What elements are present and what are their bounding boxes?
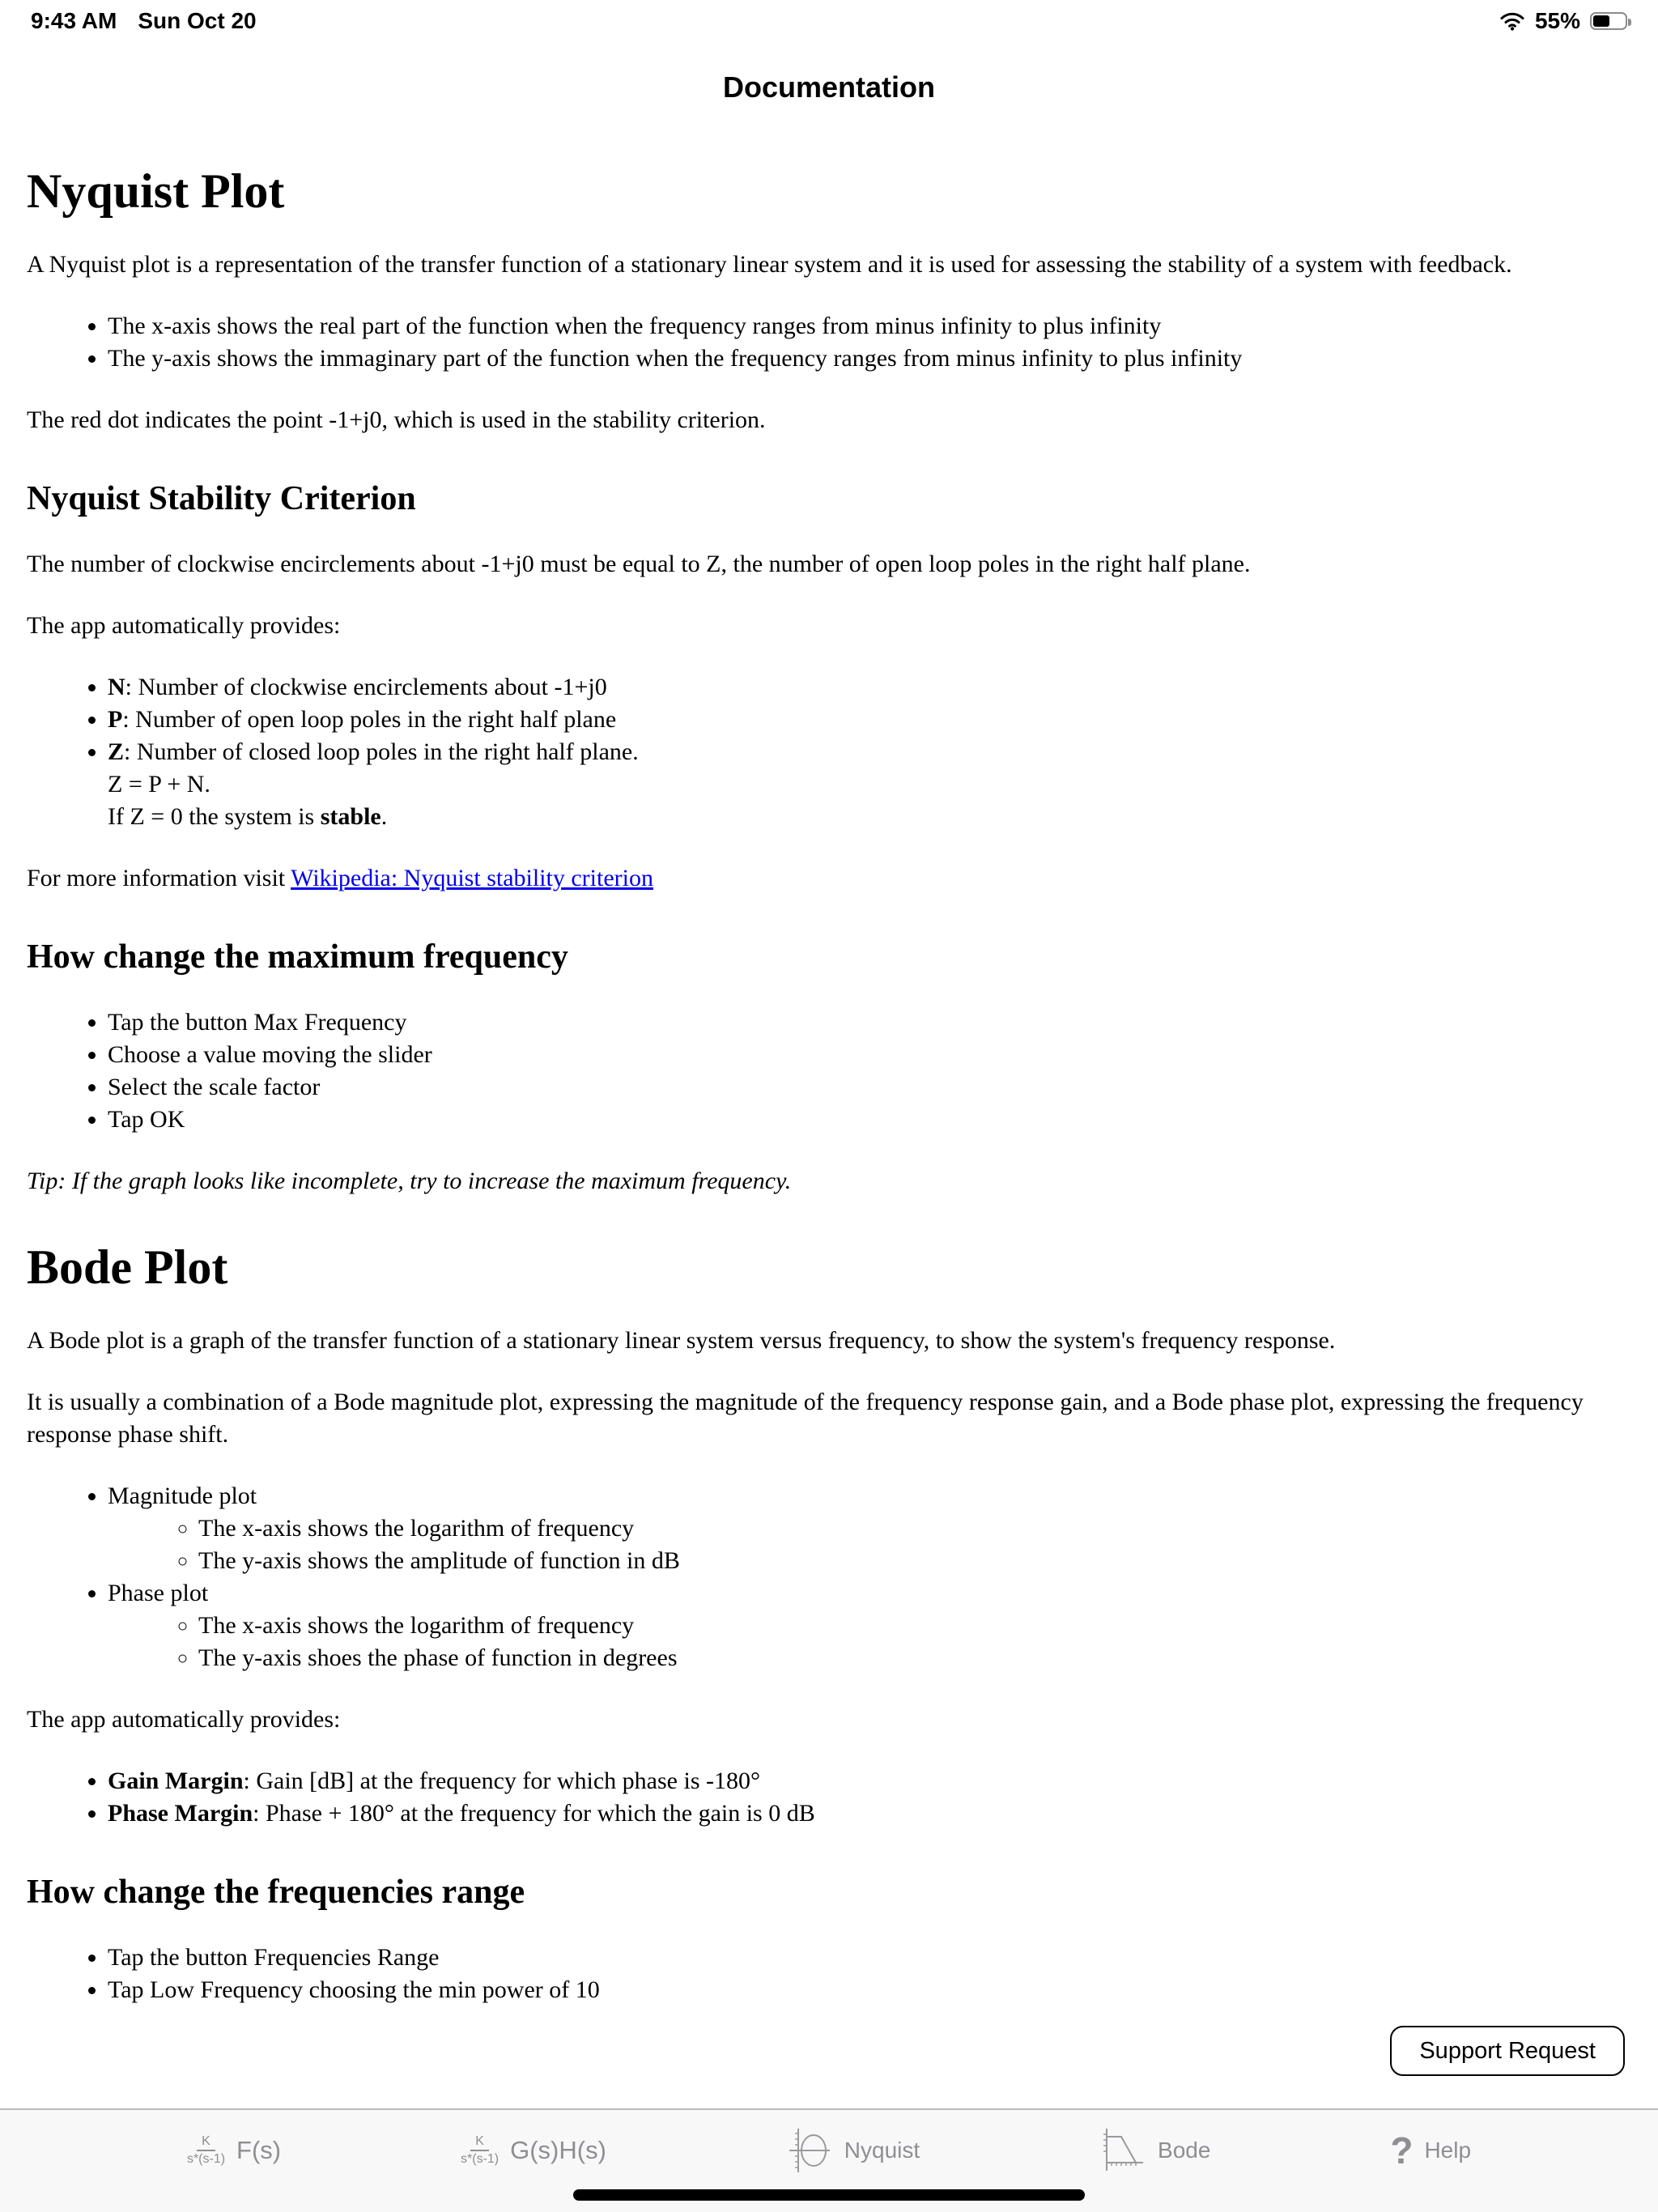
paragraph: The red dot indicates the point -1+j0, which is used in the stability criterion. bbox=[27, 406, 766, 433]
formula-line: Z = P + N. bbox=[108, 771, 210, 798]
status-time: 9:43 AM bbox=[31, 8, 117, 33]
list-item-clipped: • Tap Low Frequency choosing the min power of 10 bbox=[108, 1974, 1631, 2006]
documentation-scroll-area[interactable] bbox=[0, 121, 1658, 2021]
status-right bbox=[1499, 8, 1627, 34]
tab-label: Nyquist bbox=[844, 2138, 920, 2163]
list-item: ◦ The y-axis shows the amplitude of function in dB bbox=[198, 1545, 1631, 1577]
text: . bbox=[380, 803, 388, 830]
list-item: • The y-axis shows the immaginary part of the function when the frequency ranges from minus infinity to plus infinity bbox=[108, 342, 1631, 375]
term: Phase Margin bbox=[108, 1800, 253, 1827]
heading-bode-plot: Bode Plot bbox=[27, 1240, 228, 1294]
tab-label: F(s) bbox=[236, 2136, 282, 2164]
list-item bbox=[108, 671, 1631, 704]
fraction-denominator: s*(s-1) bbox=[461, 2152, 500, 2166]
battery-nub bbox=[1628, 19, 1631, 26]
bullet-list bbox=[27, 1765, 1631, 1830]
sub-bullet-list bbox=[108, 1610, 1631, 1674]
fraction-denominator: s*(s-1) bbox=[186, 2152, 226, 2166]
list-item: • Tap the button Frequencies Range bbox=[108, 1942, 1631, 1974]
paragraph: The app automatically provides: bbox=[27, 1706, 341, 1733]
bode-plot-icon bbox=[1099, 2127, 1146, 2174]
transfer-function-fraction-icon bbox=[187, 2134, 225, 2167]
paragraph: It is usually a combination of a Bode magnitude plot, expressing the magnitude of the frequency response gain, and a Bode phase plot, expressing the frequency response phase shift. bbox=[27, 1389, 1584, 1448]
list-item bbox=[108, 1797, 1631, 1830]
tab-nyquist[interactable] bbox=[786, 2127, 920, 2174]
status-bar bbox=[0, 0, 1658, 45]
stability-line bbox=[108, 801, 1631, 833]
list-item: ◦ The x-axis shows the logarithm of frequency bbox=[198, 1512, 1631, 1545]
tab-fs[interactable] bbox=[187, 2134, 281, 2167]
list-item bbox=[108, 704, 1631, 736]
list-item: • The x-axis shows the real part of the function when the frequency ranges from minus infinity to plus infinity bbox=[108, 310, 1631, 342]
tab-gshs[interactable] bbox=[461, 2134, 606, 2167]
wifi-icon bbox=[1499, 11, 1525, 31]
paragraph: The number of clockwise encirclements about -1+j0 must be equal to Z, the number of open loop poles in the right half plane. bbox=[27, 551, 1251, 577]
term-description: : Gain [dB] at the frequency for which phase is -180° bbox=[243, 1767, 760, 1794]
term-description: : Number of clockwise encirclements about -1+j0 bbox=[125, 674, 607, 700]
page-title: Documentation bbox=[722, 70, 935, 104]
paragraph: A Bode plot is a graph of the transfer function of a stationary linear system versus frequency, to show the system's frequency response. bbox=[27, 1327, 1336, 1354]
nyquist-plot-icon bbox=[786, 2127, 833, 2174]
term: P bbox=[108, 706, 123, 733]
status-left bbox=[31, 8, 257, 34]
list-item: • Tap OK bbox=[108, 1104, 1631, 1136]
bullet-list bbox=[27, 1480, 1631, 1674]
text: Phase plot bbox=[108, 1580, 209, 1606]
paragraph bbox=[27, 862, 1631, 895]
bullet-list bbox=[27, 1942, 1631, 2006]
list-item bbox=[108, 736, 1631, 833]
bullet-list bbox=[27, 671, 1631, 833]
tab-bode[interactable] bbox=[1099, 2127, 1210, 2174]
bullet-list bbox=[27, 1006, 1631, 1136]
term-description: : Phase + 180° at the frequency for which the gain is 0 dB bbox=[253, 1800, 815, 1827]
list-item: ◦ The x-axis shows the logarithm of frequency bbox=[198, 1610, 1631, 1642]
text: For more information visit bbox=[27, 865, 291, 891]
bullet-list bbox=[27, 310, 1631, 375]
tab-help[interactable] bbox=[1390, 2129, 1472, 2172]
battery-fill bbox=[1593, 15, 1609, 27]
term: N bbox=[108, 674, 125, 700]
home-indicator[interactable] bbox=[573, 2189, 1085, 2201]
term-description: : Number of open loop poles in the right half plane bbox=[122, 706, 617, 733]
stable-term: stable bbox=[320, 803, 381, 830]
fraction-numerator: K bbox=[197, 2134, 215, 2151]
wikipedia-link[interactable]: Wikipedia: Nyquist stability criterion bbox=[291, 865, 653, 891]
sub-bullet-list bbox=[108, 1512, 1631, 1577]
status-date: Sun Oct 20 bbox=[138, 8, 257, 33]
battery-percent: 55% bbox=[1534, 8, 1580, 33]
paragraph: The app automatically provides: bbox=[27, 612, 341, 639]
paragraph: A Nyquist plot is a representation of the transfer function of a stationary linear system and it is used for assessing the stability of a system with feedback. bbox=[27, 251, 1512, 278]
text: Magnitude plot bbox=[108, 1482, 257, 1509]
question-mark-icon: ? bbox=[1390, 2129, 1414, 2172]
list-item: • Choose a value moving the slider bbox=[108, 1039, 1631, 1071]
list-item bbox=[108, 1480, 1631, 1577]
tab-label: Help bbox=[1424, 2138, 1472, 2163]
fraction-numerator: K bbox=[470, 2134, 489, 2151]
transfer-function-fraction-icon bbox=[461, 2134, 499, 2167]
list-item: • Tap the button Max Frequency bbox=[108, 1006, 1631, 1039]
tip-text: Tip: If the graph looks like incomplete, try to increase the maximum frequency. bbox=[27, 1168, 792, 1194]
text: If Z = 0 the system is bbox=[108, 803, 321, 830]
tab-label: Bode bbox=[1158, 2138, 1211, 2163]
list-item bbox=[108, 1577, 1631, 1674]
heading-nyquist-stability-criterion: Nyquist Stability Criterion bbox=[27, 480, 416, 517]
term: Gain Margin bbox=[108, 1767, 244, 1794]
term-description: : Number of closed loop poles in the right half plane. bbox=[124, 738, 639, 765]
list-item bbox=[108, 1765, 1631, 1797]
heading-how-change-maximum-frequency: How change the maximum frequency bbox=[27, 938, 568, 976]
list-item: • Select the scale factor bbox=[108, 1071, 1631, 1104]
battery-icon bbox=[1590, 12, 1627, 30]
support-request-button[interactable]: Support Request bbox=[1390, 2026, 1625, 2076]
heading-nyquist-plot: Nyquist Plot bbox=[27, 164, 285, 218]
list-item: ◦ The y-axis shoes the phase of function in degrees bbox=[198, 1642, 1631, 1674]
heading-how-change-frequencies-range: How change the frequencies range bbox=[27, 1874, 525, 1911]
term: Z bbox=[108, 738, 125, 765]
tab-label: G(s)H(s) bbox=[510, 2136, 606, 2164]
